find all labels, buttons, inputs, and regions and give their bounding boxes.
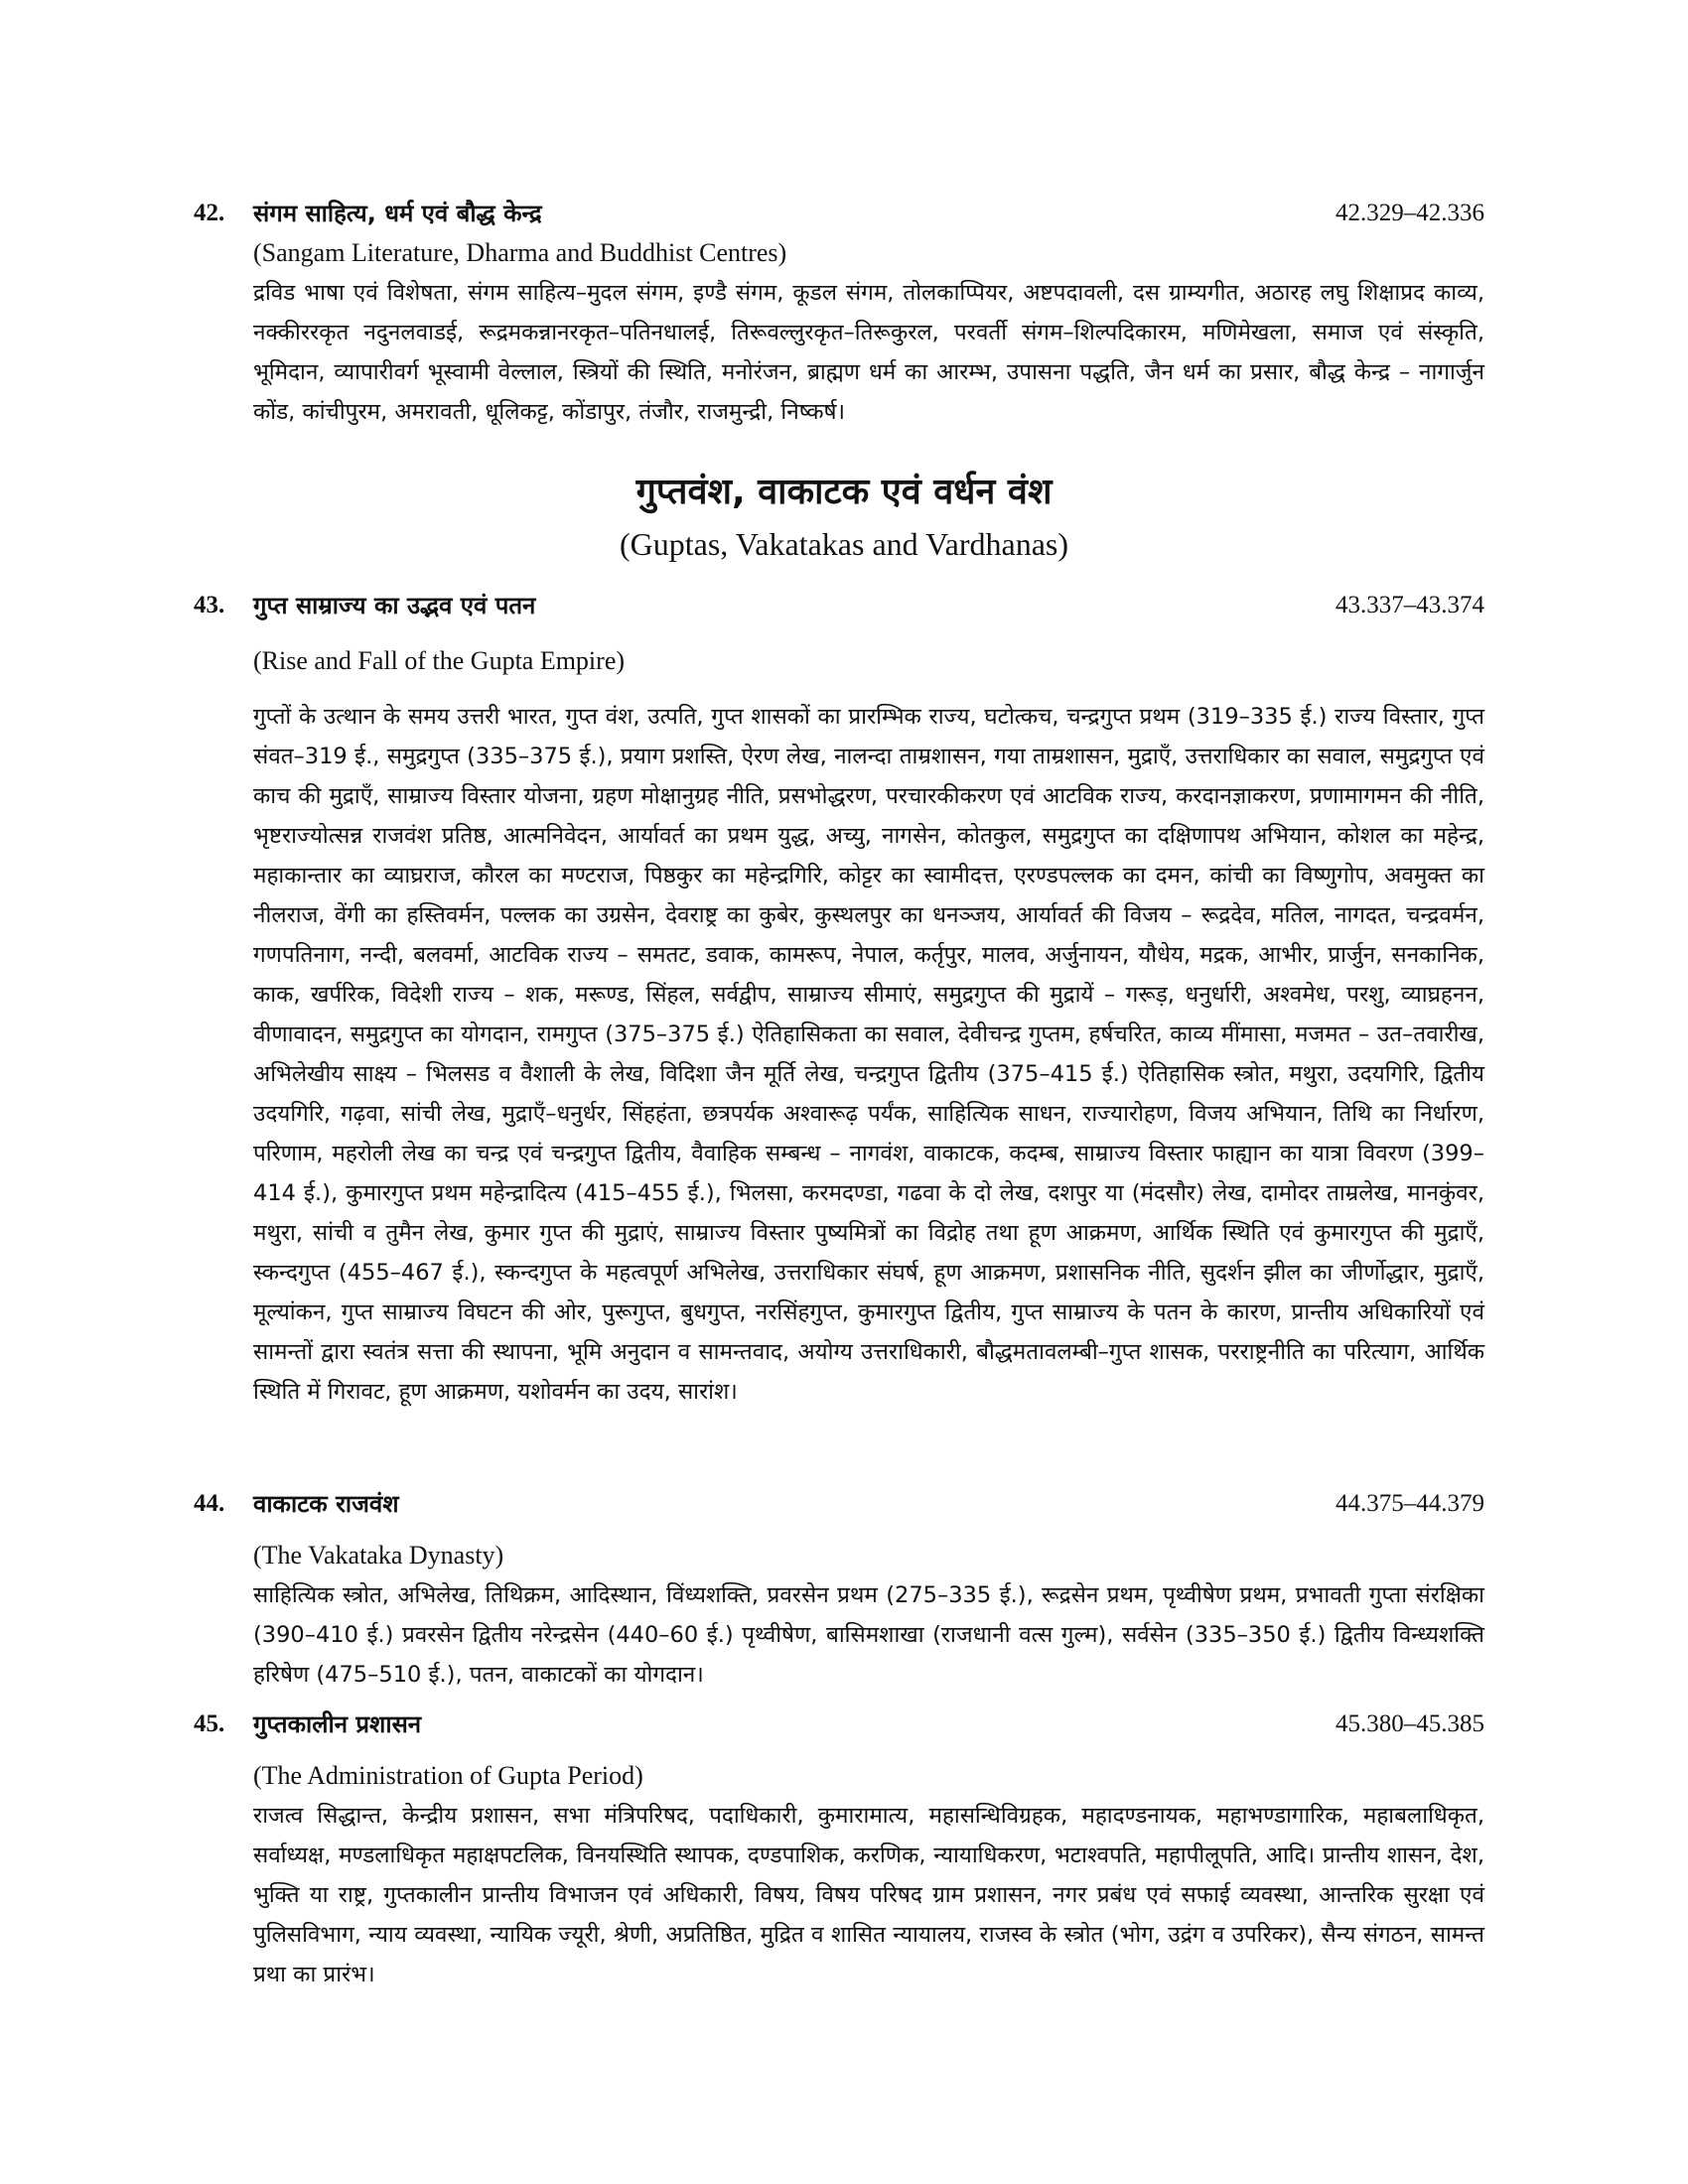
topic-43 (194, 586, 1484, 1412)
topic-title-hindi: गुप्त साम्राज्य का उद्भव एवं पतन (253, 592, 536, 619)
topic-description: गुप्तों के उत्थान के समय उत्तरी भारत, गुप्त वंश, उत्पति, गुप्त शासकों का प्रारम्भिक राज्य, घटोत्कच, चन्द्रगुप्त प्रथम (319–335 ई.) राज्य विस्तार, गुप्त संवत–319 ई., समुद्रगुप्त (335–375 ई.), प्रयाग प्रशस्ति, ऐरण लेख, नालन्दा ताम्रशासन, गया ताम्रशासन, मुद्राएँ, उत्तराधिकार का सवाल, समुद्रगुप्त एवं काच की मुद्राएँ, साम्राज्य विस्तार योजना, ग्रहण मोक्षानुग्रह नीति, प्रसभोद्धरण, परचारकीकरण एवं आटविक राज्य, करदानज्ञाकरण, प्रणामागमन की नीति, भृष्टराज्योत्सन्न राजवंश प्रतिष्ठ, आत्मनिवेदन, आर्यावर्त का प्रथम युद्ध, अच्यु, नागसेन, कोतकुल, समुद्रगुप्त का दक्षिणापथ अभियान, कोशल का महेन्द्र, महाकान्तार का व्याघ्रराज, कौरल का मण्टराज, पिष्ठकुर का महेन्द्रगिरि, कोट्टर का स्वामीदत्त, एरण्डपल्लक का दमन, कांची का विष्णुगोप, अवमुक्त का नीलराज, वेंगी का हस्तिवर्मन, पल्लक का उग्रसेन, देवराष्ट्र का कुबेर, कुस्थलपुर का धनञ्जय, आर्यावर्त की विजय – रूद्रदेव, मतिल, नागदत, चन्द्रवर्मन, गणपतिनाग, नन्दी, बलवर्मा, आटविक राज्य – समतट, डवाक, कामरूप, नेपाल, कर्तृपुर, मालव, अर्जुनायन, यौधेय, मद्रक, आभीर, प्रार्जुन, सनकानिक, काक, खर्परिक, विदेशी राज्य – शक, मरूण्ड, सिंहल, सर्वद्वीप, साम्राज्य सीमाएं, समुद्रगुप्त की मुद्रायें – गरूड़, धनुर्धारी, अश्वमेध, परशु, व्याघ्रहनन, वीणावादन, समुद्रगुप्त का योगदान, रामगुप्त (375–375 ई.) ऐतिहासिकता का सवाल, देवीचन्द्र गुप्तम, हर्षचरित, काव्य मींमासा, मजमत – उत–तवारीख, अभिलेखीय साक्ष्य – भिलसड व वैशाली के लेख, विदिशा जैन मूर्ति लेख, चन्द्रगुप्त द्वितीय (375–415 ई.) ऐतिहासिक स्त्रोत, मथुरा, उदयगिरि, द्वितीय उदयगिरि, गढ़वा, सांची लेख, मुद्राएँ–धनुर्धर, सिंहहंता, छत्रपर्यक अश्वारूढ़ पर्यंक, साहित्यिक साधन, राज्यारोहण, विजय अभियान, तिथि का निर्धारण, परिणाम, महरोली लेख का चन्द्र एवं चन्द्रगुप्त द्वितीय, वैवाहिक सम्बन्ध – नागवंश, वाकाटक, कदम्ब, साम्राज्य विस्तार फाह्यान का यात्रा विवरण (399–414 ई.), कुमारगुप्त प्रथम महेन्द्रादित्य (415–455 ई.), भिलसा, करमदण्डा, गढवा के दो लेख, दशपुर या (मंदसौर) लेख, दामोदर ताम्रलेख, मानकुंवर, मथुरा, सांची व तुमैन लेख, कुमार गुप्त की मुद्राएं, साम्राज्य विस्तार पुष्यमित्रों का विद्रोह तथा हूण आक्रमण, आर्थिक स्थिति एवं कुमारगुप्त की मुद्राएँ, स्कन्दगुप्त (455–467 ई.), स्कन्दगुप्त के महत्वपूर्ण अभिलेख, उत्तराधिकार संघर्ष, हूण आक्रमण, प्रशासनिक नीति, सुदर्शन झील का जीर्णोद्धार, मुद्राएँ, मूल्यांकन, गुप्त साम्राज्य विघटन की ओर, पुरूगुप्त, बुधगुप्त, नरसिंहगुप्त, कुमारगुप्त द्वितीय, गुप्त साम्राज्य के पतन के कारण, प्रान्तीय अधिकारियों एवं सामन्तों द्वारा स्वतंत्र सत्ता की स्थापना, भूमि अनुदान व सामन्तवाद, अयोग्य उत्तराधिकारी, बौद्धमतावलम्बी–गुप्त शासक, परराष्ट्रनीति का परित्याग, आर्थिक स्थिति में गिरावट, हूण आक्रमण, यशोवर्मन का उदय, सारांश। (253, 704, 1484, 1405)
topic-number: 44. (194, 1490, 225, 1517)
section-title-english: (Guptas, Vakatakas and Vardhanas) (619, 526, 1068, 562)
topic-header (194, 1484, 1484, 1524)
topic-number: 43. (194, 592, 225, 618)
topic-header (194, 194, 1484, 233)
topic-42 (194, 194, 1484, 432)
section-heading (0, 465, 1688, 568)
topic-page-range: 42.329–42.336 (1336, 200, 1484, 226)
topic-number: 42. (194, 200, 225, 226)
topic-title-english: (Sangam Literature, Dharma and Buddhist Centres) (253, 238, 787, 267)
topic-description: साहित्यिक स्त्रोत, अभिलेख, तिथिक्रम, आदिस्थान, विंध्यशक्ति, प्रवरसेन प्रथम (275–335 ई.), रूद्रसेन प्रथम, पृथ्वीषेण प्रथम, प्रभावती गुप्ता संरक्षिका (390–410 ई.) प्रवरसेन द्वितीय नरेन्द्रसेन (440–60 ई.) पृथ्वीषेण, बासिमशाखा (राजधानी वत्स गुल्म), सर्वसेन (335–350 ई.) द्वितीय विन्ध्यशक्ति हरिषेण (475–510 ई.), पतन, वाकाटकों का योगदान। (253, 1582, 1484, 1688)
topic-title-hindi: संगम साहित्य, धर्म एवं बौद्ध केन्द्र (253, 200, 542, 227)
topic-title-english: (Rise and Fall of the Gupta Empire) (253, 646, 626, 675)
topic-description: द्रविड भाषा एवं विशेषता, संगम साहित्य–मुदल संगम, इण्डै संगम, कूडल संगम, तोलकाप्पियर, अष्टपदावली, दस ग्राम्यगीत, अठारह लघु शिक्षाप्रद काव्य, नक्कीररकृत नदुनलवाडई, रूद्रमकन्नानरकृत–पतिनधालई, तिरूवल्लुरकृत–तिरूकुरल, परवर्ती संगम–शिल्पदिकारम, मणिमेखला, समाज एवं संस्कृति, भूमिदान, व्यापारीवर्ग भूस्वामी वेल्लाल, स्त्रियों की स्थिति, मनोरंजन, ब्राह्मण धर्म का आरम्भ, उपासना पद्धति, जैन धर्म का प्रसार, बौद्ध केन्द्र – नागार्जुन कोंड, कांचीपुरम, अमरावती, धूलिकट्ट, कोंडापुर, तंजौर, राजमुन्द्री, निष्कर्ष। (253, 280, 1484, 425)
topic-page-range: 43.337–43.374 (1336, 592, 1484, 618)
topic-title-english: (The Vakataka Dynasty) (253, 1541, 504, 1570)
topic-44 (194, 1484, 1484, 1695)
topic-header (194, 586, 1484, 625)
topic-page-range: 44.375–44.379 (1336, 1490, 1484, 1517)
topic-title-english: (The Administration of Gupta Period) (253, 1761, 643, 1790)
topic-45 (194, 1705, 1484, 1994)
section-title-hindi: गुप्तवंश, वाकाटक एवं वर्धन वंश (635, 472, 1053, 512)
topic-number: 45. (194, 1710, 225, 1737)
topic-description: राजत्व सिद्धान्त, केन्द्रीय प्रशासन, सभा मंत्रिपरिषद, पदाधिकारी, कुमारामात्य, महासन्धिविग्रहक, महादण्डनायक, महाभण्डागारिक, महाबलाधिकृत, सर्वाध्यक्ष, मण्डलाधिकृत महाक्षपटलिक, विनयस्थिति स्थापक, दण्डपाशिक, करणिक, न्यायाधिकरण, भटाश्वपति, महापीलूपति, आदि। प्रान्तीय शासन, देश, भुक्ति या राष्ट्र, गुप्तकालीन प्रान्तीय विभाजन एवं अधिकारी, विषय, विषय परिषद ग्राम प्रशासन, नगर प्रबंध एवं सफाई व्यवस्था, आन्तरिक सुरक्षा एवं पुलिसविभाग, न्याय व्यवस्था, न्यायिक ज्यूरी, श्रेणी, अप्रतिष्ठित, मुद्रित व शासित न्यायालय, राजस्व के स्त्रोत (भोग, उद्रंग व उपरिकर), सैन्य संगठन, सामन्त प्रथा का प्रारंभ। (253, 1803, 1484, 1987)
topic-title-hindi: वाकाटक राजवंश (253, 1490, 399, 1518)
topic-title-hindi: गुप्तकालीन प्रशासन (253, 1710, 422, 1738)
topic-page-range: 45.380–45.385 (1336, 1710, 1484, 1737)
topic-header (194, 1705, 1484, 1744)
